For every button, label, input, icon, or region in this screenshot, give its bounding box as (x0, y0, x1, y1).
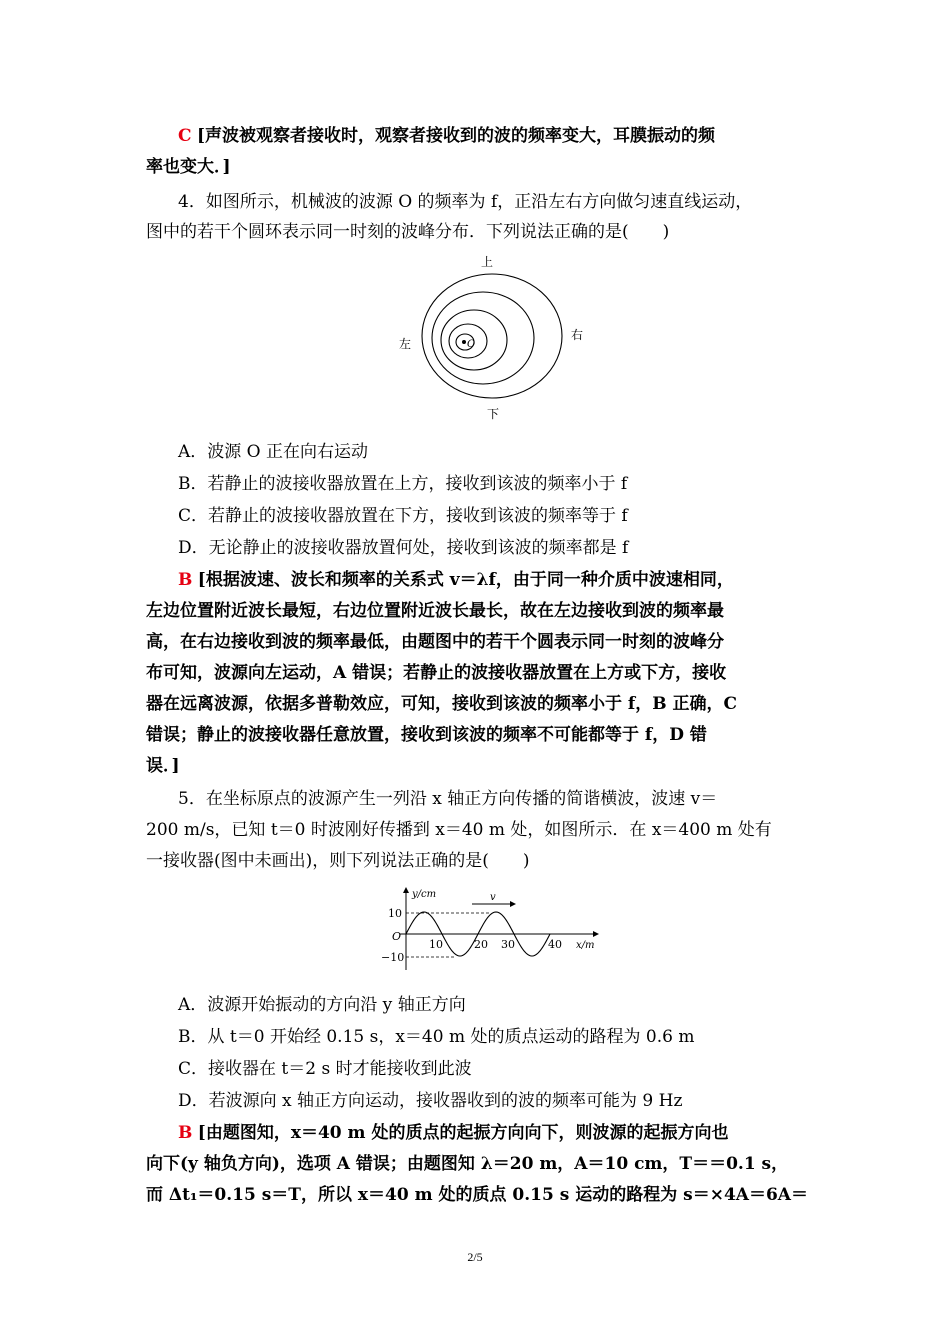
q5-stem-line-3: 一接收器(图中未画出)，则下列说法正确的是( ) (146, 851, 530, 871)
q4-option-a: A．波源 O 正在向右运动 (178, 442, 369, 462)
q4-label-right: 右 (570, 328, 584, 342)
q4-option-c: C．若静止的波接收器放置在下方，接收到该波的频率等于 f (178, 506, 628, 526)
q4-label-source: O (467, 339, 476, 350)
q4-answer-text-1: [根据波速、波长和频率的关系式 v＝λf，由于同一种介质中波速相同， (197, 570, 734, 590)
q5-xtick-40: 40 (548, 938, 562, 951)
q5-answer-text-3: 而 Δt₁＝0.15 s＝T，所以 x＝40 m 处的质点 0.15 s 运动的路程为 s＝×4A＝6A＝ (146, 1185, 808, 1205)
q5-answer-line-1 (178, 1121, 728, 1145)
q5-wave-figure (370, 882, 605, 974)
wave-source-dot (462, 340, 466, 344)
q4-answer-line-1 (178, 568, 734, 592)
q5-ylabel: y/cm (412, 889, 437, 900)
page-number: 2/5 (467, 1250, 483, 1264)
q4-answer-text-4: 布可知，波源向左运动，A 错误；若静止的波接收器放置在上方或下方，接收 (146, 663, 727, 683)
q4-label-down: 下 (486, 407, 500, 421)
q5-velocity-label: v (490, 892, 496, 903)
q4-label-up: 上 (480, 255, 494, 269)
q5-answer-text-2: 向下(y 轴负方向)，选项 A 错误；由题图知 λ＝20 m，A＝10 cm，T＝＝0.1 s， (146, 1154, 789, 1174)
q4-answer-text-7: 误．] (146, 756, 180, 776)
q5-xtick-30: 30 (501, 938, 515, 951)
q4-answer-letter: B (178, 570, 193, 590)
q5-ytick-neg: −10 (381, 951, 405, 964)
q5-xlabel: x/m (576, 940, 595, 951)
q4-stem-line-2: 图中的若干个圆环表示同一时刻的波峰分布．下列说法正确的是( ) (146, 222, 670, 242)
q4-stem-line-1: 4．如图所示，机械波的波源 O 的频率为 f，正沿左右方向做匀速直线运动， (178, 192, 753, 212)
crest-circle-2 (432, 292, 534, 384)
q3-answer-text-1: [声波被观察者接收时，观察者接收到的波的频率变大，耳膜振动的频 (196, 126, 715, 146)
q5-option-c: C．接收器在 t＝2 s 时才能接收到此波 (178, 1059, 472, 1079)
q4-answer-text-6: 错误；静止的波接收器任意放置，接收到该波的频率不可能都等于 f，D 错 (146, 725, 707, 745)
q5-stem-line-1: 5．在坐标原点的波源产生一列沿 x 轴正方向传播的简谐横波，波速 v＝ (178, 789, 718, 809)
q4-label-left: 左 (398, 337, 412, 351)
q3-answer-line-1 (178, 124, 715, 148)
q5-answer-text-1: [由题图知，x＝40 m 处的质点的起振方向向下，则波源的起振方向也 (197, 1123, 729, 1143)
q4-answer-text-5: 器在远离波源，依据多普勒效应，可知，接收到该波的频率小于 f，B 正确，C (146, 694, 738, 714)
q4-answer-text-2: 左边位置附近波长最短，右边位置附近波长最长，故在左边接收到波的频率最 (146, 601, 724, 621)
q4-doppler-figure (390, 252, 600, 427)
q5-option-d: D．若波源向 x 轴正方向运动，接收器收到的波的频率可能为 9 Hz (178, 1091, 683, 1111)
q4-answer-text-3: 高，在右边接收到波的频率最低，由题图中的若干个圆表示同一时刻的波峰分 (146, 632, 724, 652)
q5-answer-letter: B (178, 1123, 193, 1143)
q3-answer-text-2: 率也变大．] (146, 157, 231, 177)
q5-origin-label: O (392, 930, 402, 943)
q5-xtick-20: 20 (474, 938, 488, 951)
q4-option-d: D．无论静止的波接收器放置何处，接收到该波的频率都是 f (178, 538, 629, 558)
q5-ytick-pos: 10 (388, 907, 402, 920)
q5-option-a: A．波源开始振动的方向沿 y 轴正方向 (178, 995, 466, 1015)
q4-option-b: B．若静止的波接收器放置在上方，接收到该波的频率小于 f (178, 474, 628, 494)
q3-answer-letter: C (178, 126, 192, 146)
q5-xtick-10: 10 (429, 938, 443, 951)
q5-option-b: B．从 t＝0 开始经 0.15 s，x＝40 m 处的质点运动的路程为 0.6 m (178, 1027, 695, 1047)
q5-stem-line-2: 200 m/s，已知 t＝0 时波刚好传播到 x＝40 m 处，如图所示．在 x＝400 m 处有 (146, 820, 772, 840)
